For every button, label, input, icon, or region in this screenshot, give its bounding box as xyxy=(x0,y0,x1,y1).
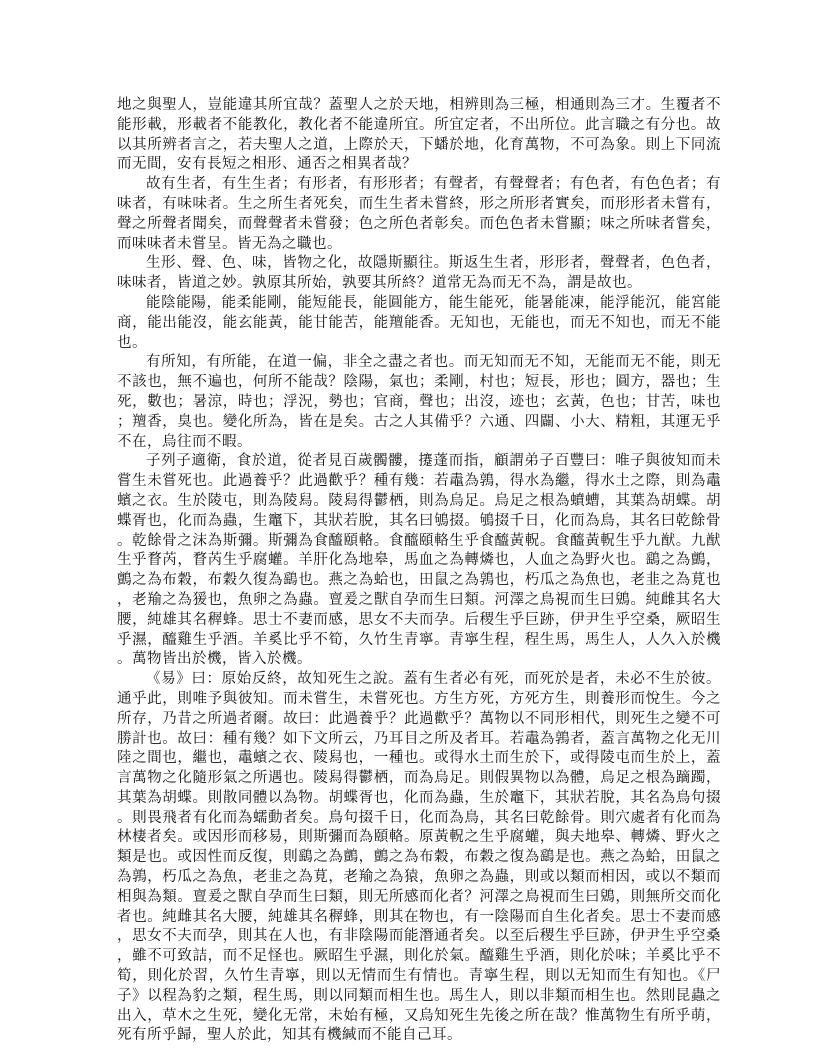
paragraph-2: 故有生者，有生生者；有形者，有形形者；有聲者，有聲聲者；有色者，有色色者；有味者，有味味者。生之所生者死矣，而生生者未嘗終，形之所形者實矣，而形形者未嘗有，聲之所聲者聞矣，而聲聲者未嘗發；色之所色者彰矣。而色色者未嘗顯；味之所味者嘗矣，而味味者未嘗呈。皆无為之職也。 xyxy=(117,176,721,252)
paragraph-3: 生形、聲、色、味，皆物之化，故隱斯顯往。斯返生生者，形形者，聲聲者，色色者，味味者，皆道之妙。孰原其所始，孰要其所終？道常无為而无不為，謂是故也。 xyxy=(117,255,721,292)
paragraph-6: 子列子適衛，食於道，從者見百歲髑髏，攓蓬而指，顧謂弟子百豐曰：唯子與彼知而未嘗生未嘗死也。此過養乎？此過歡乎？種有幾：若鼃為鶉，得水為繼，得水土之際，則為鼃蠙之衣。生於陵屯，則為陵舄。陵舄得鬱栖，則為烏足。烏足之根為蟦螬，其葉為胡蝶。胡蝶胥也，化而為蟲，生竈下，其狀若脫，其名曰鴝掇。鴝掇千日，化而為鳥，其名曰乾餘骨。乾餘骨之沫為斯彌。斯彌為食醯頤輅。食醯頤輅生乎食醯黃軦。食醯黃軦生乎九猷。九猷生乎瞀芮，瞀芮生乎腐蠸。羊肝化為地皋，馬血之為轉燐也，人血之為野火也。鷂之為鸇，鸇之為布穀，布穀久復為鷂也。燕之為蛤也，田鼠之為鶉也，朽瓜之為魚也，老韭之為莧也，老羭之為猨也，魚卵之為蟲。亶爰之獸自孕而生曰類。河澤之鳥視而生曰鶂。純雌其名大腰，純雄其名稺蜂。思士不妻而感，思女不夫而孕。后稷生乎巨跡，伊尹生乎空桑，厥昭生乎濕，醯雞生乎酒。羊奚比乎不筍，久竹生青寧。青寧生程，程生馬，馬生人，人久入於機。萬物皆出於機，皆入於機。 xyxy=(117,453,721,668)
paragraph-4: 能陰能陽，能柔能剛，能短能長，能圓能方，能生能死，能暑能凍，能浮能沉，能宮能商，能出能沒，能玄能黃，能甘能苦，能羶能香。无知也，无能也，而无不知也，而无不能也。 xyxy=(117,294,721,351)
paragraph-7: 《易》曰：原始反終，故知死生之說。蓋有生者必有死，而死於是者，未必不生於彼。通乎此，則唯予與彼知。而未嘗生，未嘗死也。方生方死，方死方生，則養形而悅生。今之所存，乃昔之所過者爾。故曰：此過養乎？此過歡乎？萬物以不同形相代，則死生之變不可勝計也。故曰：種有幾？如下文所云，乃耳目之所及者耳。若鼃為鶉者，蓋言萬物之化无川陸之間也，繼也，鼃蠙之衣、陵舄也，一種也。或得水土而生於下，或得陵屯而生於上，蓋言萬物之化隨形氣之所遇也。陵舄得鬱栖，而為烏足。則假異物以為體，烏足之根為蹢躅，其葉為胡蝶。則散同體以為物。胡蝶胥也，化而為蟲，生於竈下，其狀若脫，其名為鳥句掇。則畏飛者有化而為蠕動者矣。鳥句掇千日，化而為鳥，其名曰乾餘骨。則穴處者有化而為林棲者矣。或因形而移易，則斯彌而為頤輅。原黃軦之生乎腐蠸，與夫地皋、轉燐、野火之類是也。或因性而反復，則鷂之為鸇，鸇之為布穀，布穀之復為鷂是也。燕之為蛤，田鼠之為鶉，朽瓜之為魚，老韭之為莧，老羭之為猿，魚卵之為蟲，則或以類而相因，或以不類而相與為類。亶爰之獸自孕而生曰類，則无所感而化者？河澤之鳥視而生曰鶂，則無所交而化者也。純雌其名大腰，純雄其名稺蜂，則其在物也，有一陰陽而自生化者矣。思士不妻而感，思女不夫而孕，則其在人也，有非陰陽而能潛通者矣。以至后稷生乎巨跡，伊尹生乎空桑，雖不可致詰，而不足怪也。厥昭生乎濕，則化於氣。醯雞生乎酒，則化於味；羊奚比乎不筍，則化於習，久竹生青寧，則以无情而生有情也。青寧生程，則以无知而生有知也。《尸子》以程為豹之類，程生馬，則以同類而相生也。馬生人，則以非類而相生也。然則昆蟲之出入，草木之生死，變化无常，未始有極，又烏知死生先後之所在哉？惟萬物生有所乎萌，死有所乎歸，聖人於此，知其有機緘而不能自己耳。 xyxy=(117,671,721,1044)
paragraph-1: 地之與聖人，豈能違其所宜哉？蓋聖人之於天地，相辨則為三極，相通則為三才。生覆者不能形載，形載者不能教化，教化者不能違所宜。所宜定者，不出所位。此言職之有分也。故以其所辨者言之，若夫聖人之道，上際於天，下蟠於地，化育萬物，不可為象。則上下同流而无間，安有長短之相形、通否之相異者哉？ xyxy=(117,97,721,173)
paragraph-5: 有所知，有所能，在道一偏，非全之盡之者也。而无知而无不知，无能而无不能，則无不該也，無不遍也，何所不能哉？陰陽，氣也；柔剛，村也；短長，形也；圓方，器也；生死，數也；暑涼，時也；浮況，勢也；官商，聲也；出沒，迹也；玄黃，色也；甘苦，味也；羶香，臭也。變化所為，皆在是矣。古之人其備乎？六通、四闢、小大、精粗，其運无乎不在，烏往而不暇。 xyxy=(117,354,721,450)
